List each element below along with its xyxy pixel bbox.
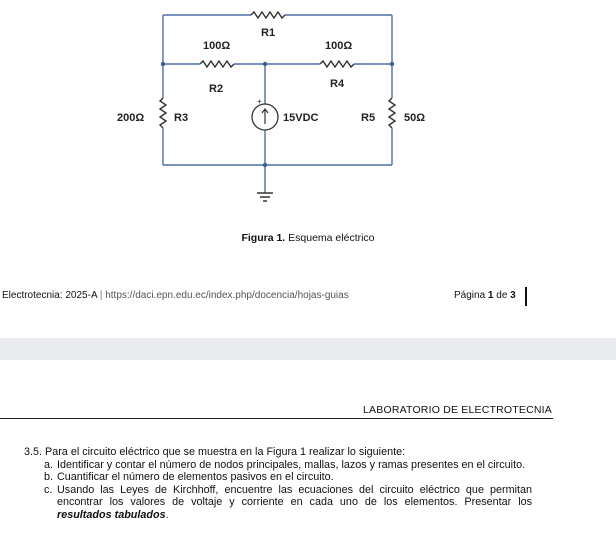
node-dot <box>263 62 267 66</box>
exercise-item-c <box>24 484 532 522</box>
node-dot <box>263 163 267 167</box>
page-of: de <box>493 290 511 301</box>
footer-course: Electrotecnia: 2025-A <box>2 290 98 301</box>
r3-value-label: 200Ω <box>117 112 145 124</box>
exercise-block <box>24 446 532 522</box>
page-current: 1 <box>487 290 494 301</box>
circuit-diagram <box>0 0 616 230</box>
page-total: 3 <box>510 290 516 301</box>
r1-value-label: 100Ω <box>203 40 231 52</box>
item-emphasis: resultados tabulados <box>57 508 166 521</box>
footer-separator: | <box>97 290 106 301</box>
r5-value-label: 50Ω <box>404 112 426 124</box>
item-marker: c. <box>44 483 53 496</box>
footer-vertical-bar <box>525 287 527 306</box>
resistor-r5-symbol <box>389 98 395 128</box>
resistor-r4-symbol <box>320 61 354 67</box>
exercise-item-b <box>24 471 532 484</box>
node-dot <box>390 62 394 66</box>
page-gap <box>0 338 616 360</box>
footer-page-number <box>454 290 516 301</box>
r3-id-label: R3 <box>174 112 189 124</box>
figure-caption <box>0 232 616 244</box>
r4-id-label: R4 <box>330 78 345 90</box>
page-word: Página <box>454 290 488 301</box>
source-plus-sign: + <box>257 97 262 106</box>
r2-id-label: R2 <box>209 83 224 95</box>
item-marker: a. <box>44 458 54 471</box>
resistor-r3-symbol <box>160 98 166 128</box>
r4-value-label: 100Ω <box>325 40 353 52</box>
page-footer <box>2 290 527 306</box>
ground-symbol <box>257 193 273 201</box>
item-marker: b. <box>44 471 54 484</box>
resistor-r1-symbol <box>251 12 285 18</box>
exercise-heading: 3.5. Para el circuito eléctrico que se muestra en la Figura 1 realizar lo siguiente: <box>24 446 406 458</box>
r1-id-label: R1 <box>261 27 276 39</box>
r5-id-label: R5 <box>361 112 376 124</box>
item-text: Cuantificar el número de elementos pasivos en el circuito. <box>57 471 334 484</box>
resistor-r2-symbol <box>200 61 234 67</box>
footer-course-line <box>2 290 349 301</box>
item-text: Identificar y contar el número de nodos principales, mallas, lazos y ramas presentes en el circuito. <box>57 458 526 471</box>
header-rule <box>0 418 553 419</box>
figure-title: Esquema eléctrico <box>285 232 375 244</box>
footer-url-link[interactable]: https://daci.epn.edu.ec/index.php/docencia/hojas-guias <box>105 290 349 301</box>
item-tail: . <box>165 508 169 521</box>
lab-header-title: LABORATORIO DE ELECTROTECNIA <box>363 404 552 416</box>
node-dot <box>161 62 165 66</box>
figure-number: Figura 1. <box>241 232 286 244</box>
exercise-item-a <box>24 459 532 472</box>
source-label: 15VDC <box>283 112 319 124</box>
item-text: Usando las Leyes de Kirchhoff, encuentre las ecuaciones del circuito eléctrico que permitan encontrar los valores de voltaje y corriente en cada uno de los elementos. Presentar los <box>57 483 532 509</box>
